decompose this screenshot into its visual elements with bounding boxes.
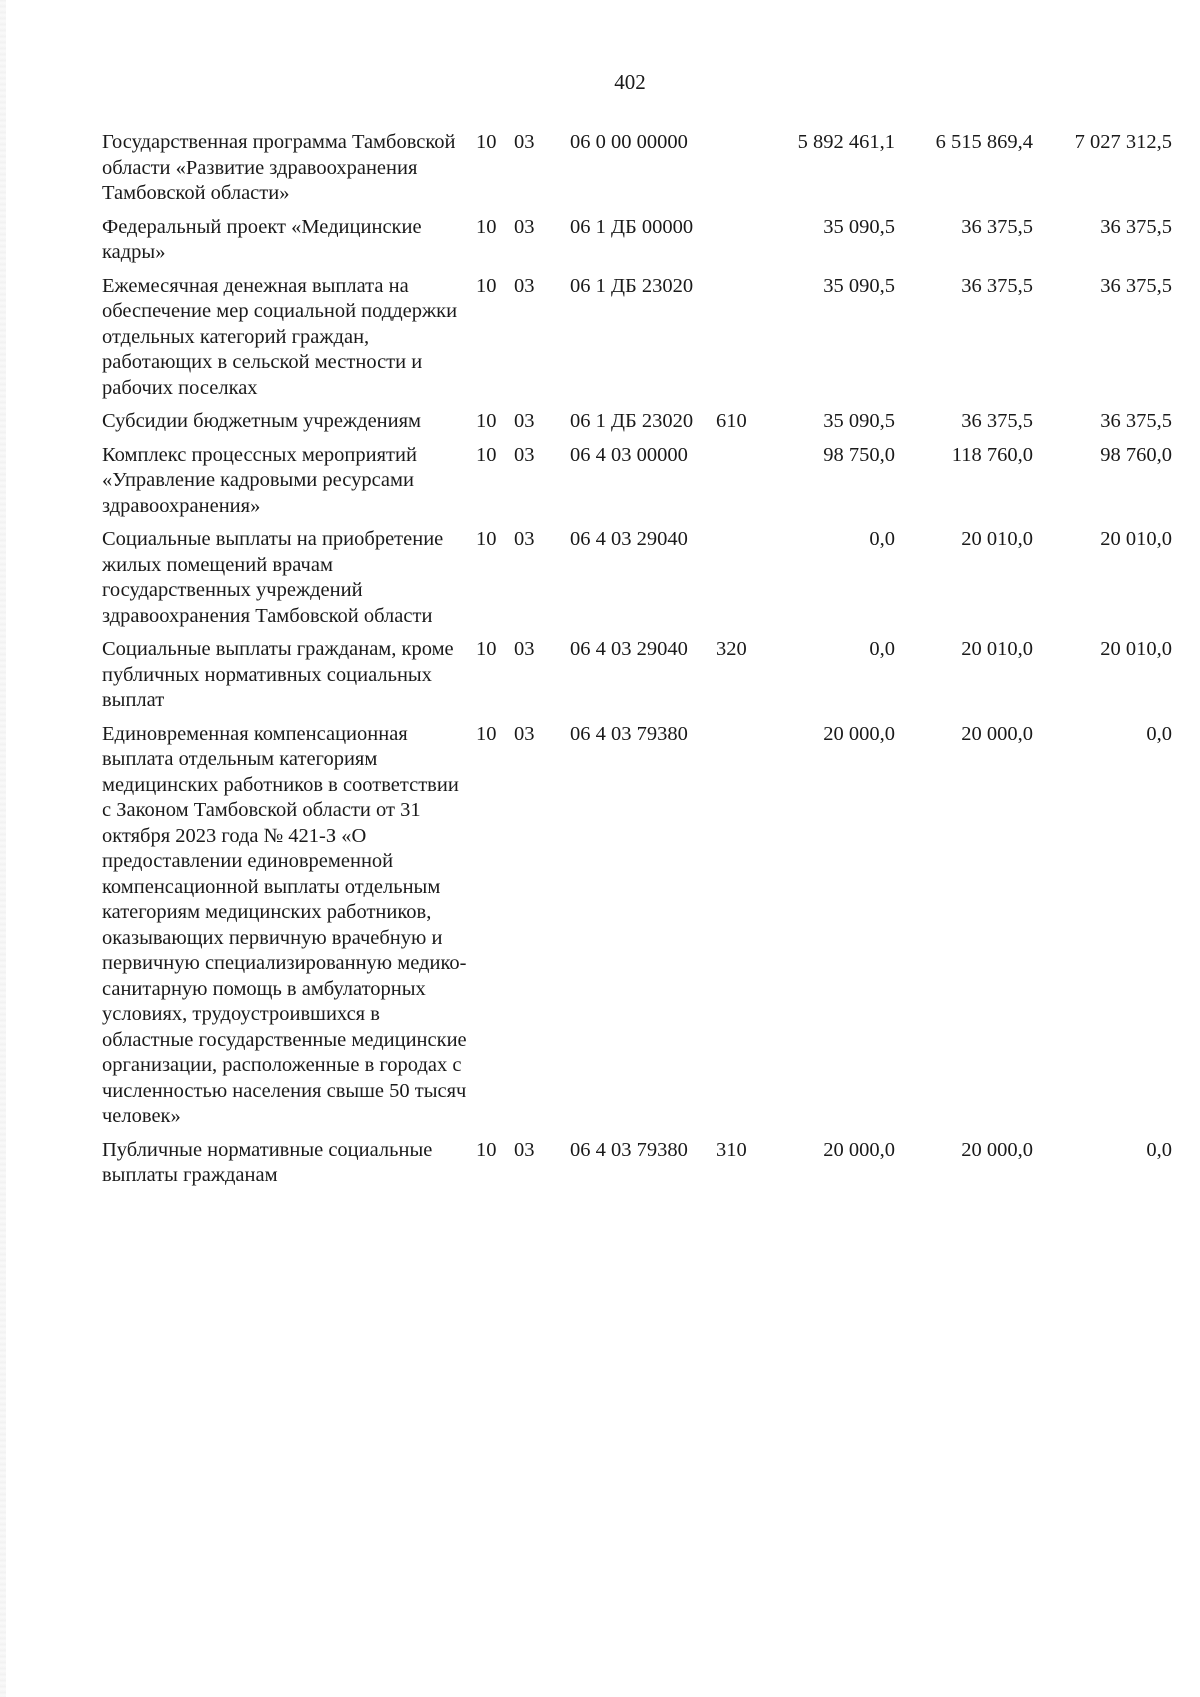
- row-name: Субсидии бюджетным учреждениям: [102, 410, 422, 432]
- row-target-article-code: 06 4 03 00000: [570, 443, 688, 466]
- row-amount-year-3: 36 375,5: [1100, 410, 1172, 432]
- row-section-code: 10: [476, 638, 497, 660]
- row-amount-year-1: 98 750,0: [823, 443, 895, 466]
- row-amount-year-3: 7 027 312,5: [1074, 131, 1172, 153]
- row-name: Социальные выплаты гражданам, кроме публичных нормативных социальных выплат: [102, 638, 454, 711]
- row-amount-year-1: 20 000,0: [823, 722, 895, 745]
- row-name: Федеральный проект «Медицинские кадры»: [102, 215, 422, 263]
- row-amount-year-2: 36 375,5: [961, 215, 1033, 238]
- row-subsection-code: 03: [514, 274, 535, 297]
- row-amount-year-3: 36 375,5: [1100, 215, 1172, 238]
- row-subsection-code: 03: [514, 528, 535, 550]
- row-target-article-code: 06 1 ДБ 23020: [570, 274, 694, 297]
- row-section-code: 10: [476, 410, 497, 432]
- row-amount-year-1: 35 090,5: [823, 410, 895, 432]
- row-subsection-code: 03: [514, 722, 535, 745]
- row-amount-year-1: 5 892 461,1: [797, 131, 895, 153]
- row-amount-year-2: 20 010,0: [961, 528, 1033, 550]
- row-section-code: 10: [476, 528, 497, 550]
- row-amount-year-3: 20 010,0: [1100, 638, 1172, 660]
- row-section-code: 10: [476, 215, 497, 238]
- row-amount-year-2: 6 515 869,4: [935, 131, 1033, 153]
- row-section-code: 10: [476, 722, 497, 745]
- row-expense-type-code: 610: [716, 410, 747, 432]
- table-row: [102, 637, 1174, 714]
- row-target-article-code: 06 1 ДБ 00000: [570, 215, 694, 238]
- page-number: 402: [614, 70, 646, 94]
- row-target-article-code: 06 0 00 00000: [570, 131, 688, 153]
- row-amount-year-1: 0,0: [869, 638, 895, 660]
- row-amount-year-3: 20 010,0: [1100, 528, 1172, 550]
- row-amount-year-1: 20 000,0: [823, 1138, 895, 1161]
- row-target-article-code: 06 4 03 29040: [570, 528, 688, 550]
- row-amount-year-3: 36 375,5: [1100, 274, 1172, 297]
- budget-table: [102, 130, 1174, 1197]
- row-amount-year-3: 0,0: [1146, 722, 1172, 745]
- row-amount-year-2: 36 375,5: [961, 410, 1033, 432]
- row-amount-year-2: 118 760,0: [951, 443, 1033, 466]
- row-name: Публичные нормативные социальные выплаты гражданам: [102, 1138, 433, 1186]
- row-name: Социальные выплаты на приобретение жилых помещений врачам государственных учреждений здравоохранения Тамбовской области: [102, 528, 444, 627]
- scan-edge: [0, 0, 6, 1697]
- row-amount-year-2: 20 000,0: [961, 1138, 1033, 1161]
- table-row: [102, 1138, 1174, 1189]
- row-amount-year-1: 35 090,5: [823, 274, 895, 297]
- row-name: Единовременная компенсационная выплата отдельным категориям медицинских работников в соответствии с Законом Тамбовской области от 31 октября 2023 года № 421-З «О предоставлении единовременной компенсационной выплаты отдельным категориям медицинских работников, оказывающих первичную врачебную и первичную специализированную медико-санитарную помощь в амбулаторных условиях, трудоустроившихся в областные государственные медицинские организации, расположенные в городах с численностью населения свыше 50 тысяч человек»: [102, 722, 467, 1127]
- table-row: [102, 443, 1174, 520]
- row-name: Комплекс процессных мероприятий «Управление кадровыми ресурсами здравоохранения»: [102, 443, 417, 517]
- row-section-code: 10: [476, 131, 497, 153]
- row-amount-year-1: 35 090,5: [823, 215, 895, 238]
- table-row: [102, 409, 1174, 435]
- table-row: [102, 527, 1174, 629]
- row-subsection-code: 03: [514, 215, 535, 238]
- row-subsection-code: 03: [514, 443, 535, 466]
- row-amount-year-3: 98 760,0: [1100, 443, 1172, 466]
- row-target-article-code: 06 4 03 29040: [570, 638, 688, 660]
- row-subsection-code: 03: [514, 410, 535, 432]
- row-expense-type-code: 320: [716, 638, 747, 660]
- row-target-article-code: 06 4 03 79380: [570, 1138, 688, 1161]
- row-section-code: 10: [476, 274, 497, 297]
- row-target-article-code: 06 1 ДБ 23020: [570, 410, 694, 432]
- row-amount-year-2: 36 375,5: [961, 274, 1033, 297]
- row-subsection-code: 03: [514, 1138, 535, 1161]
- row-section-code: 10: [476, 443, 497, 466]
- row-amount-year-2: 20 000,0: [961, 722, 1033, 745]
- row-target-article-code: 06 4 03 79380: [570, 722, 688, 745]
- row-name: Ежемесячная денежная выплата на обеспечение мер социальной поддержки отдельных категорий граждан, работающих в сельской местности и рабочих поселках: [102, 274, 458, 399]
- row-amount-year-3: 0,0: [1146, 1138, 1172, 1161]
- table-row: [102, 215, 1174, 266]
- row-amount-year-1: 0,0: [869, 528, 895, 550]
- row-expense-type-code: 310: [716, 1138, 747, 1161]
- table-row: [102, 722, 1174, 1130]
- table-row: [102, 130, 1174, 207]
- table-row: [102, 274, 1174, 402]
- row-section-code: 10: [476, 1138, 497, 1161]
- row-subsection-code: 03: [514, 131, 535, 153]
- row-name: Государственная программа Тамбовской области «Развитие здравоохранения Тамбовской области»: [102, 131, 456, 204]
- row-subsection-code: 03: [514, 638, 535, 660]
- row-amount-year-2: 20 010,0: [961, 638, 1033, 660]
